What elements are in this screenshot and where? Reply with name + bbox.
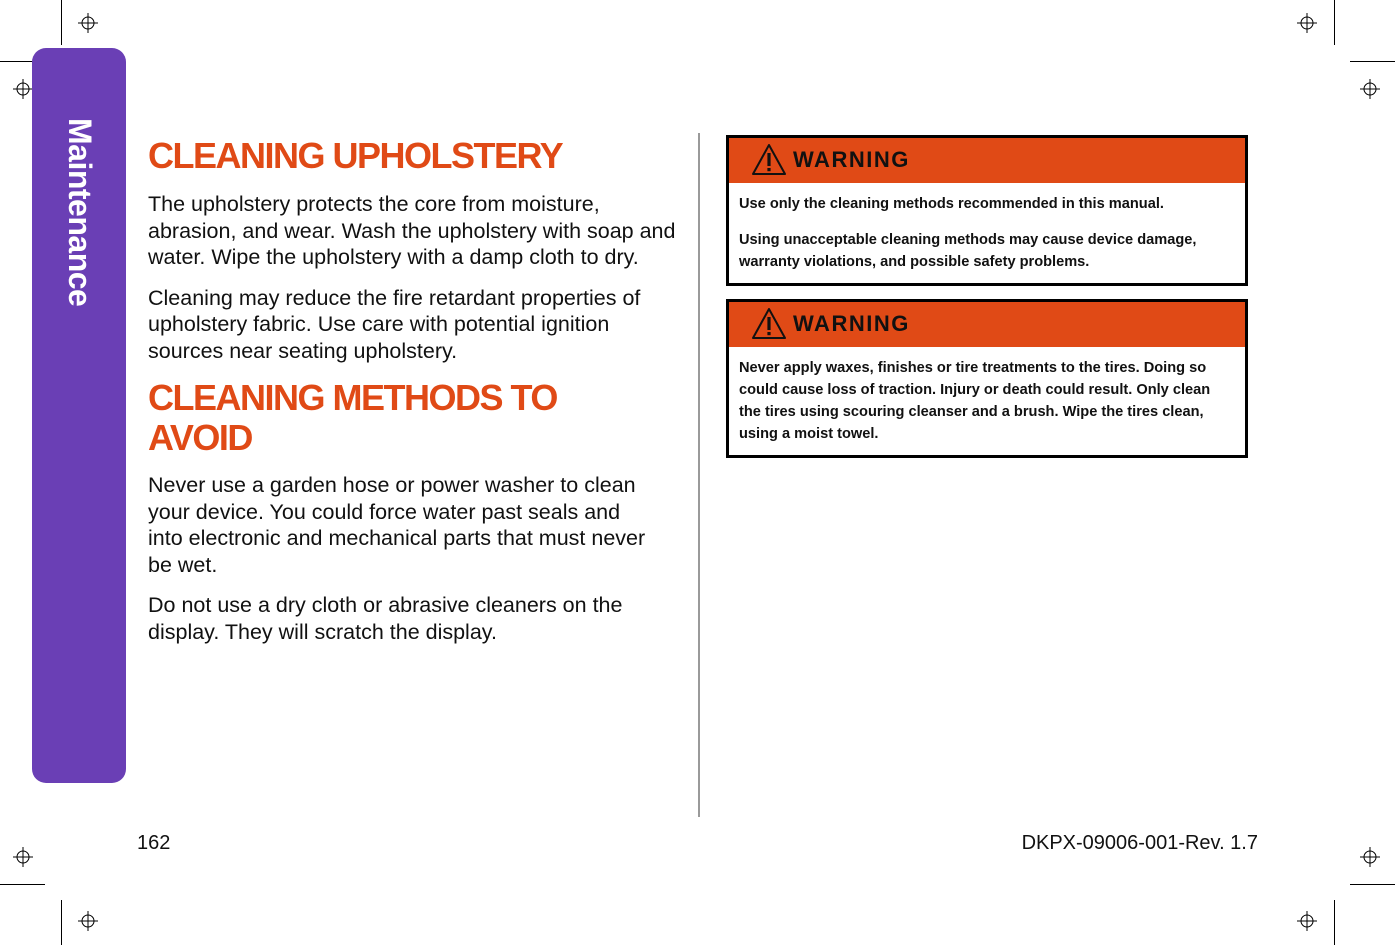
section-heading: CLEANING METHODS TO AVOID xyxy=(148,377,557,458)
crop-mark xyxy=(61,0,62,45)
page-number: 162 xyxy=(137,832,171,854)
warning-body xyxy=(729,183,1245,283)
warning-text: Use only the cleaning methods recommended in this manual. xyxy=(739,196,1164,212)
registration-target-icon xyxy=(1360,847,1380,867)
warning-triangle-icon xyxy=(751,143,787,176)
warning-text: Never apply waxes, finishes or tire treatments to the tires. Doing so could cause loss of traction. Injury or death could result. Only clean the tires using scouring cleanser and a brush. Wipe the tires clean, using a moist towel. xyxy=(739,360,1211,442)
warning-title: WARNING xyxy=(793,311,910,336)
main-content xyxy=(148,130,678,645)
registration-target-icon xyxy=(1297,911,1317,931)
warning-body xyxy=(729,347,1245,455)
warning-header xyxy=(729,302,1245,347)
registration-target-icon xyxy=(13,847,33,867)
body-paragraph: Never use a garden hose or power washer to clean your device. You could force water past seals and into electronic and mechanical parts that must never be wet. xyxy=(148,473,646,577)
registration-target-icon xyxy=(78,13,98,33)
document-id: DKPX-09006-001-Rev. 1.7 xyxy=(1021,832,1258,854)
chapter-tab-label: Maintenance xyxy=(62,118,98,307)
body-paragraph: Do not use a dry cloth or abrasive cleaners on the display. They will scratch the display. xyxy=(148,593,623,644)
warning-text: Using unacceptable cleaning methods may cause device damage, warranty violations, and possible safety problems. xyxy=(739,232,1197,270)
crop-mark xyxy=(1334,900,1335,945)
registration-target-icon xyxy=(1360,79,1380,99)
crop-mark xyxy=(61,900,62,945)
section-heading: CLEANING UPHOLSTERY xyxy=(148,135,563,176)
body-paragraph: Cleaning may reduce the fire retardant properties of upholstery fabric. Use care with potential ignition sources near seating upholstery. xyxy=(148,285,641,363)
registration-target-icon xyxy=(1297,13,1317,33)
column-divider xyxy=(698,133,700,817)
registration-target-icon xyxy=(78,911,98,931)
warning-triangle-icon xyxy=(751,307,787,340)
crop-mark xyxy=(0,884,45,885)
warning-box xyxy=(726,135,1248,286)
crop-mark xyxy=(1334,0,1335,45)
warning-header xyxy=(729,138,1245,183)
warning-title: WARNING xyxy=(793,147,910,172)
registration-target-icon xyxy=(13,79,33,99)
warning-box xyxy=(726,299,1248,458)
body-paragraph: The upholstery protects the core from moisture, abrasion, and wear. Wash the upholstery with soap and water. Wipe the upholstery with a damp cloth to dry. xyxy=(148,192,676,269)
crop-mark xyxy=(1350,61,1395,62)
crop-mark xyxy=(1350,884,1395,885)
